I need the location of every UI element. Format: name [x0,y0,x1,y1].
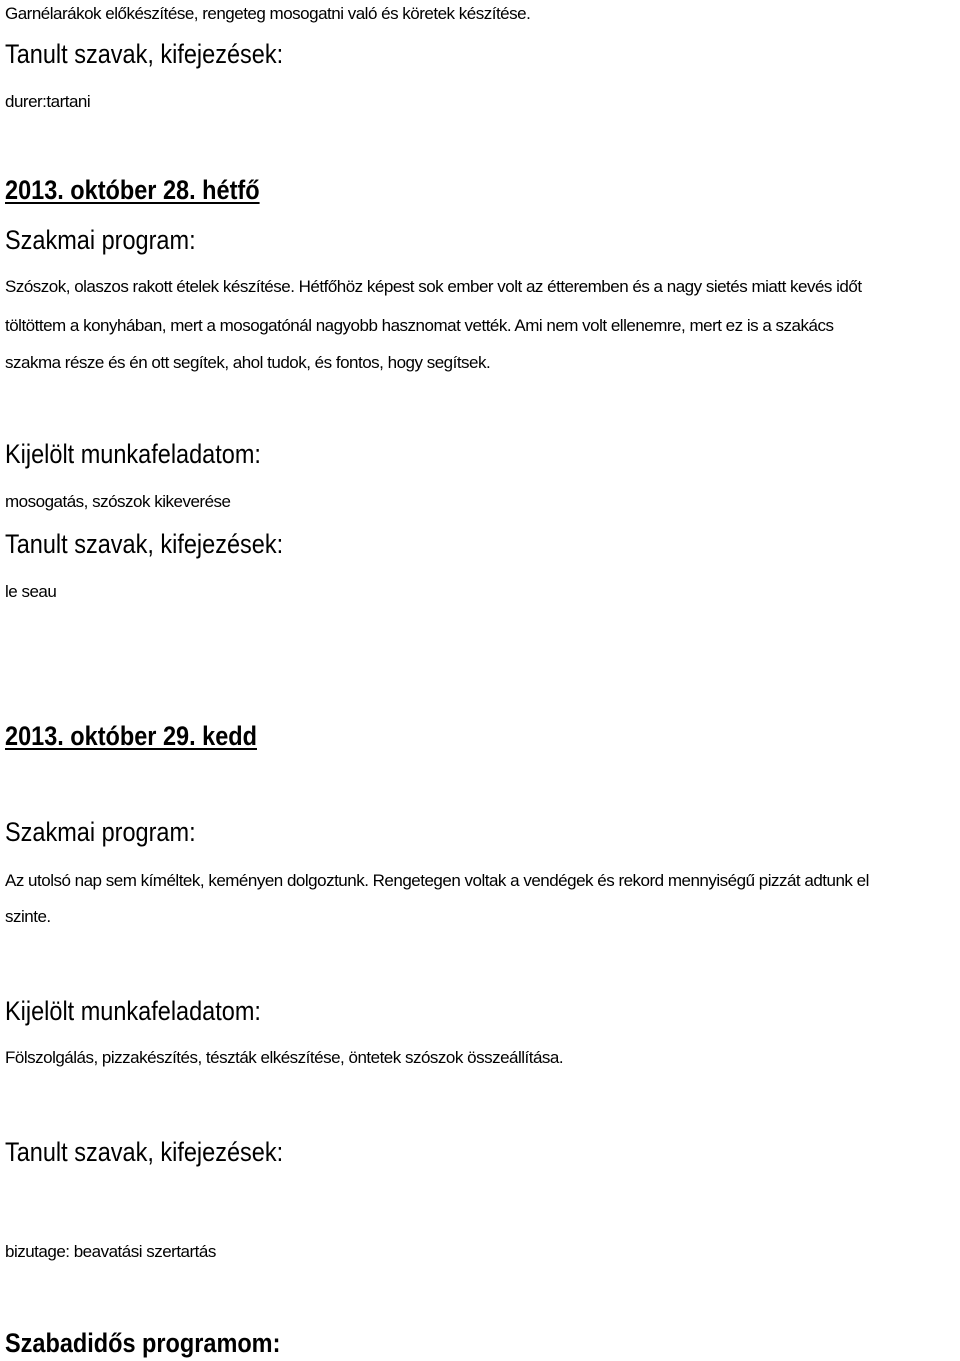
task-heading: Kijelölt munkafeladatom: [5,439,261,469]
date-heading: 2013. október 29. kedd [5,721,257,751]
program-line: szinte. [5,907,51,926]
words-text: bizutage: beavatási szertartás [5,1242,216,1261]
program-line: szakma része és én ott segítek, ahol tudok, és fontos, hogy segítsek. [5,353,491,372]
program-heading: Szakmai program: [5,225,196,255]
words-heading: Tanult szavak, kifejezések: [5,39,284,69]
leisure-heading: Szabadidős programom: [5,1328,281,1358]
words-heading: Tanult szavak, kifejezések: [5,1137,284,1167]
task-text: mosogatás, szószok kikeverése [5,492,231,511]
task-heading: Kijelölt munkafeladatom: [5,996,261,1026]
program-line: Szószok, olaszos rakott ételek készítése. Hétfőhöz képest sok ember volt az étteremben és a nagy sietés miatt kevés időt [5,277,862,296]
words-heading: Tanult szavak, kifejezések: [5,529,284,559]
task-text: Fölszolgálás, pizzakészítés, tészták elkészítése, öntetek szószok összeállítása. [5,1048,564,1067]
program-line: töltöttem a konyhában, mert a mosogatónál nagyobb hasznomat vették. Ami nem volt ellenemre, mert ez is a szakács [5,316,834,335]
program-line: Az utolsó nap sem kíméltek, keményen dolgoztunk. Rengetegen voltak a vendégek és rekord mennyiségű pizzát adtunk el [5,871,869,890]
intro-line: Garnélarákok előkészítése, rengeteg mosogatni való és köretek készítése. [5,4,531,23]
program-heading: Szakmai program: [5,817,196,847]
words-text: le seau [5,582,57,601]
date-heading: 2013. október 28. hétfő [5,175,260,205]
words-text: durer:tartani [5,92,91,111]
